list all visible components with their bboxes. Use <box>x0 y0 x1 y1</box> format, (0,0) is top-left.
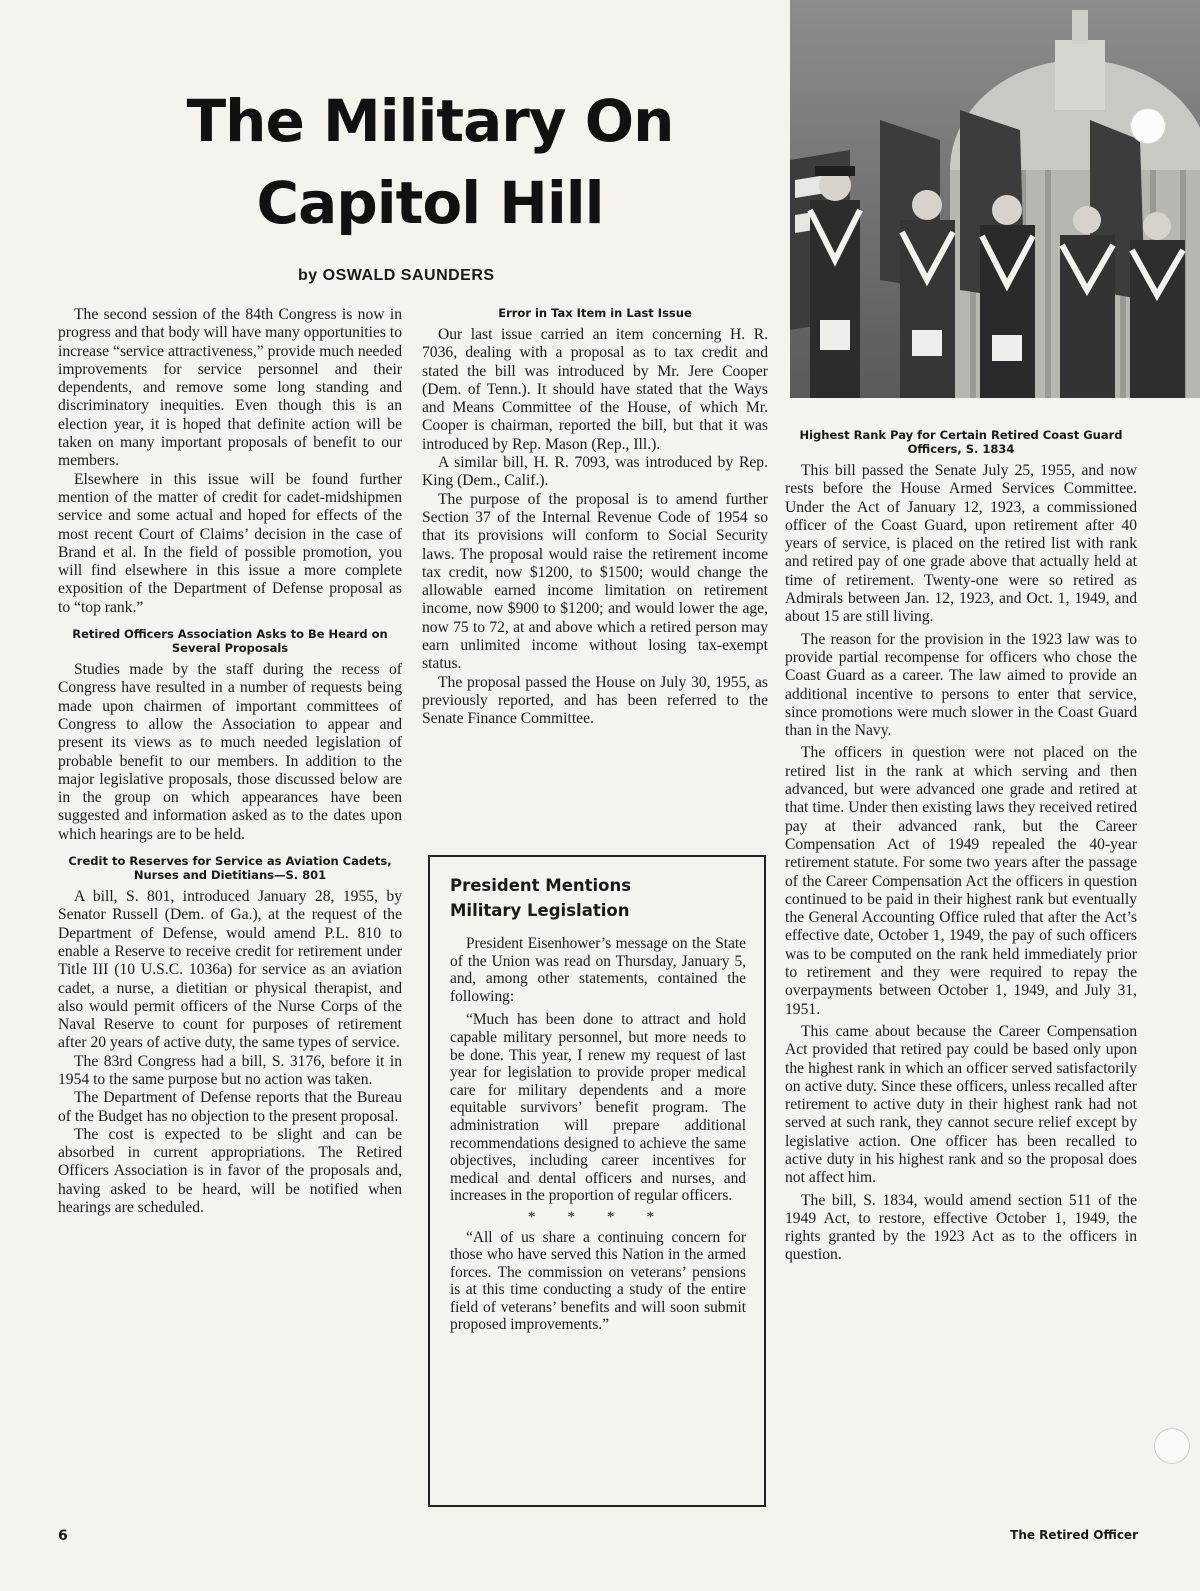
sidebar-quote: “All of us share a continuing concern for those who have served this Nation in the armed forces. The commission on veterans’ pensions is at this time conducting a study of the entire field of veterans’ benefits and will soon submit proposed improvements.” <box>450 1228 746 1334</box>
paragraph: This came about because the Career Compensation Act provided that retired pay could be based only upon the highest rank in which an officer served satisfactorily on active duty. Since these officers, unless recalled after retirement to active duty in their highest rank had not served at such rank, they cannot secure relief except by legislative action. One officer has been recalled to active duty in his highest rank and so the proposal does not affect him. <box>785 1022 1137 1187</box>
column-3 <box>785 428 1137 1265</box>
paragraph: The second session of the 84th Congress is now in progress and that body will have many opportunities to increase “service attractiveness,” provide much needed improvements for service personnel and their dependents, and remove some long standing and discriminatory inequities. Even though this is an election year, it is hoped that definite action will be taken on many important proposals of benefit to our members. <box>58 306 402 470</box>
paragraph: The bill, S. 1834, would amend section 511 of the 1949 Act, to restore, effective October 1, 1949, the rights granted by the 1923 Act as to the officers in question. <box>785 1191 1137 1264</box>
paragraph: A bill, S. 801, introduced January 28, 1955, by Senator Russell (Dem. of Ga.), at the request of the Department of Defense, would amend P.L. 810 to enable a Reserve to receive credit for retirement under Title III (10 U.S.C. 1036a) for service as an aviation cadet, a nurse, a dietitian or physical therapist, and also would permit officers of the Nurse Corps of the Naval Reserve to count for purposes of retirement after 20 years of active duty, the same types of service. <box>58 888 402 1052</box>
photo-illustration <box>790 0 1200 398</box>
paragraph: The reason for the provision in the 1923 law was to provide partial recompense for officers who chose the Coast Guard as a career. The law aimed to provide an additional incentive to persons to enter that service, since promotions were much slower in the Coast Guard than in the Navy. <box>785 630 1137 740</box>
paragraph: The 83rd Congress had a bill, S. 3176, before it in 1954 to the same purpose but no action was taken. <box>58 1052 402 1088</box>
sidebar-title: President Mentions Military Legislation <box>450 876 632 920</box>
paragraph: This bill passed the Senate July 25, 1955, and now rests before the House Armed Services Committee. Under the Act of January 12, 1923, a commissioned officer of the Coast Guard, upon retirement after 40 years of service, is placed on the retired list with rank and retired pay of one grade above that actually held at time of retirement. Twenty-one were so retired as Admirals between Jan. 12, 1923, and Oct. 1, 1949, and about 15 are still living. <box>785 462 1137 626</box>
page-title <box>130 80 730 244</box>
paragraph: The officers in question were not placed on the retired list in the rank at which serving and then advanced, but were advanced one grade and retired at that time. Under then existing laws they received retired pay at their advanced rank, but the Career Compensation Act of 1949 repealed the 40-year retirement statute. For some two years after the passage of the Career Compensation Act the officers in question continued to be paid in their highest rank but eventually the General Accounting Office ruled that after the Act’s effective date, October 1, 1949, the pay of such officers was to be computed on the rank held immediately prior to retirement and they were required to repay the overpayments between October 1, 1949, and July 31, 1951. <box>785 744 1137 1018</box>
section-heading: Error in Tax Item in Last Issue <box>498 306 692 320</box>
separator-stars: * * * * <box>527 1208 669 1226</box>
sidebar-intro: President Eisenhower’s message on the State of the Union was read on Thursday, January 5, and, among other statements, contained the following: <box>450 935 746 1005</box>
column-2 <box>422 306 768 729</box>
section-heading: Highest Rank Pay for Certain Retired Coast Guard Officers, S. 1834 <box>799 428 1123 456</box>
paragraph: The cost is expected to be slight and can be absorbed in current appropriations. The Retired Officers Association is in favor of the proposals and, having asked to be heard, will be notified when hearings are scheduled. <box>58 1125 402 1217</box>
sidebar-box <box>428 855 766 1507</box>
page-number: 6 <box>58 1528 68 1544</box>
capitol-honor-guard-photo <box>790 0 1200 398</box>
title-line-2: Capitol Hill <box>256 169 604 237</box>
paragraph: The purpose of the proposal is to amend further Section 37 of the Internal Revenue Code of 1954 so that its provisions will conform to Social Security laws. The proposal would raise the retirement income tax credit, now $1200, to $1500; would change the allowable earned income limitation on retirement income, now $900 to $1200; and would lower the age, now 75 to 72, at and above which a retired person may earn unlimited income without losing tax-exempt status. <box>422 490 768 673</box>
paragraph: The proposal passed the House on July 30, 1955, as previously reported, and has been referred to the Senate Finance Committee. <box>422 673 768 728</box>
publication-name: The Retired Officer <box>1010 1528 1138 1542</box>
paragraph: Our last issue carried an item concerning H. R. 7036, dealing with a proposal as to tax credit and stated the bill was introduced by Mr. Jere Cooper (Dem. of Tenn.). It should have stated that the Ways and Means Committee of the House, of which Mr. Cooper is chairman, reported the bill, but that it was introduced by Rep. Mason (Rep., Ill.). <box>422 326 768 453</box>
title-line-1: The Military On <box>186 87 674 155</box>
paragraph: Studies made by the staff during the recess of Congress have resulted in a number of requests being made upon chairmen of important committees of Congress to allow the Association to appear and present its views as to much needed legislation of probable benefit to our members. In addition to the major legislative proposals, those discussed below are in the group on which appearances have been suggested and information asked as to the dates upon which hearings are to be held. <box>58 661 402 843</box>
byline: by OSWALD SAUNDERS <box>298 267 495 284</box>
sidebar-quote: “Much has been done to attract and hold capable military personnel, but more needs to be done. This year, I renew my request of last year for legislation to provide proper medical care for military dependents and a more equitable survivors’ benefit program. The administration will prepare additional recommendations designed to achieve the same objectives, including career incentives for medical and dental officers and nurses, and increases in the proportion of regular officers. <box>450 1011 746 1205</box>
section-heading: Credit to Reserves for Service as Aviation Cadets, Nurses and Dietitians—S. 801 <box>68 854 392 883</box>
binder-hole-bottom <box>1154 1428 1190 1464</box>
section-heading: Retired Officers Association Asks to Be Heard on Several Proposals <box>72 627 388 656</box>
binder-hole-top <box>1130 108 1166 144</box>
column-1 <box>58 306 402 1217</box>
paragraph: A similar bill, H. R. 7093, was introduced by Rep. King (Dem., Calif.). <box>422 454 768 490</box>
paragraph: Elsewhere in this issue will be found further mention of the matter of credit for cadet-midshipmen service and some actual and hoped for effects of the most recent Court of Claims’ decision in the case of Brand et al. In the field of possible promotion, you will find elsewhere in this issue a more complete exposition of the Department of Defense proposal as to “top rank.” <box>58 470 402 616</box>
paragraph: The Department of Defense reports that the Bureau of the Budget has no objection to the present proposal. <box>58 1089 402 1125</box>
